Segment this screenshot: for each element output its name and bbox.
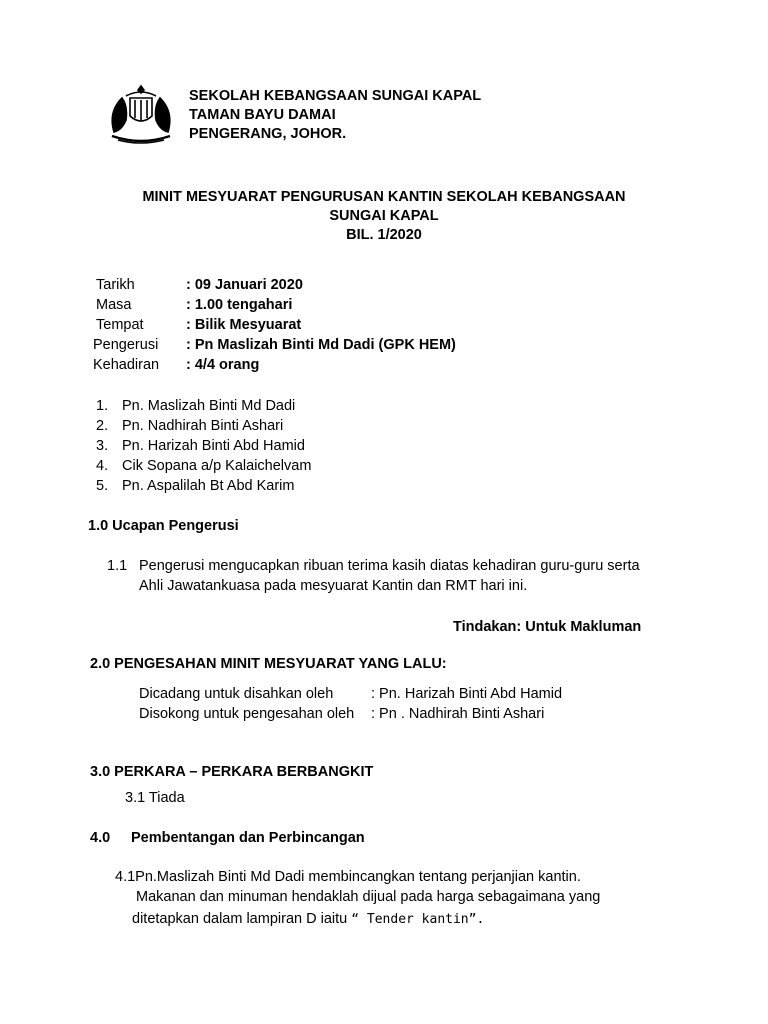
section1-action: Tindakan: Untuk Makluman bbox=[453, 619, 642, 635]
section1-item-number: 1.1 bbox=[107, 558, 128, 574]
info-value-place: : Bilik Mesyuarat bbox=[186, 317, 302, 333]
info-value-chair: : Pn Maslizah Binti Md Dadi (GPK HEM) bbox=[186, 337, 456, 353]
school-name: SEKOLAH KEBANGSAAN SUNGAI KAPAL bbox=[189, 88, 482, 104]
section4-item-line1: 4.1Pn.Maslizah Binti Md Dadi membincangkan tentang perjanjian kantin. bbox=[115, 869, 581, 885]
school-area: TAMAN BAYU DAMAI bbox=[189, 107, 336, 123]
attendee-number: 5. bbox=[96, 478, 109, 494]
section2-proposed-label: Dicadang untuk disahkan oleh bbox=[139, 686, 334, 702]
section4-heading: Pembentangan dan Perbincangan bbox=[131, 830, 365, 846]
minutes-title-line2: SUNGAI KAPAL bbox=[329, 208, 439, 224]
section3-item: 3.1 Tiada bbox=[125, 790, 185, 806]
info-value-attendance: : 4/4 orang bbox=[186, 357, 260, 373]
attendee-name: Pn. Aspalilah Bt Abd Karim bbox=[122, 478, 295, 494]
info-value-time: : 1.00 tengahari bbox=[186, 297, 293, 313]
attendee-name: Pn. Harizah Binti Abd Hamid bbox=[122, 438, 305, 454]
attendee-name: Pn. Maslizah Binti Md Dadi bbox=[122, 398, 296, 414]
tender-quote: “ Tender kantin”. bbox=[351, 912, 485, 927]
section1-item-line1: Pengerusi mengucapkan ribuan terima kasih diatas kehadiran guru-guru serta bbox=[139, 558, 640, 574]
section4-item-line2: Makanan dan minuman hendaklah dijual pada harga sebagaimana yang bbox=[136, 889, 601, 905]
attendee-name: Pn. Nadhirah Binti Ashari bbox=[122, 418, 284, 434]
attendee-name: Cik Sopana a/p Kalaichelvam bbox=[122, 458, 312, 474]
attendee-number: 1. bbox=[96, 398, 109, 414]
section4-item-line3-text: ditetapkan dalam lampiran D iaitu bbox=[132, 911, 348, 927]
school-crest-logo bbox=[104, 82, 178, 144]
section2-proposed-value: : Pn. Harizah Binti Abd Hamid bbox=[371, 686, 563, 702]
info-label-chair: Pengerusi bbox=[93, 337, 159, 353]
minutes-title-line3: BIL. 1/2020 bbox=[346, 227, 422, 243]
section1-item-line2: Ahli Jawatankuasa pada mesyuarat Kantin dan RMT hari ini. bbox=[139, 578, 528, 594]
section3-heading: 3.0 PERKARA – PERKARA BERBANGKIT bbox=[90, 764, 374, 780]
section2-seconded-value: : Pn . Nadhirah Binti Ashari bbox=[371, 706, 545, 722]
section4-heading-number: 4.0 bbox=[90, 830, 111, 846]
section2-heading: 2.0 PENGESAHAN MINIT MESYUARAT YANG LALU: bbox=[90, 656, 447, 672]
info-label-attendance: Kehadiran bbox=[93, 357, 160, 373]
attendee-number: 3. bbox=[96, 438, 109, 454]
attendee-number: 4. bbox=[96, 458, 109, 474]
attendee-number: 2. bbox=[96, 418, 109, 434]
info-label-place: Tempat bbox=[96, 317, 144, 333]
section2-seconded-label: Disokong untuk pengesahan oleh bbox=[139, 706, 355, 722]
school-town: PENGERANG, JOHOR. bbox=[189, 126, 347, 142]
minutes-title-line1: MINIT MESYUARAT PENGURUSAN KANTIN SEKOLAH KEBANGSAAN bbox=[142, 189, 626, 205]
info-label-time: Masa bbox=[96, 297, 132, 313]
section4-item-line3 bbox=[132, 909, 484, 930]
info-label-date: Tarikh bbox=[96, 277, 135, 293]
info-value-date: : 09 Januari 2020 bbox=[186, 277, 303, 293]
section1-heading: 1.0 Ucapan Pengerusi bbox=[88, 518, 239, 534]
school-header bbox=[189, 87, 481, 144]
